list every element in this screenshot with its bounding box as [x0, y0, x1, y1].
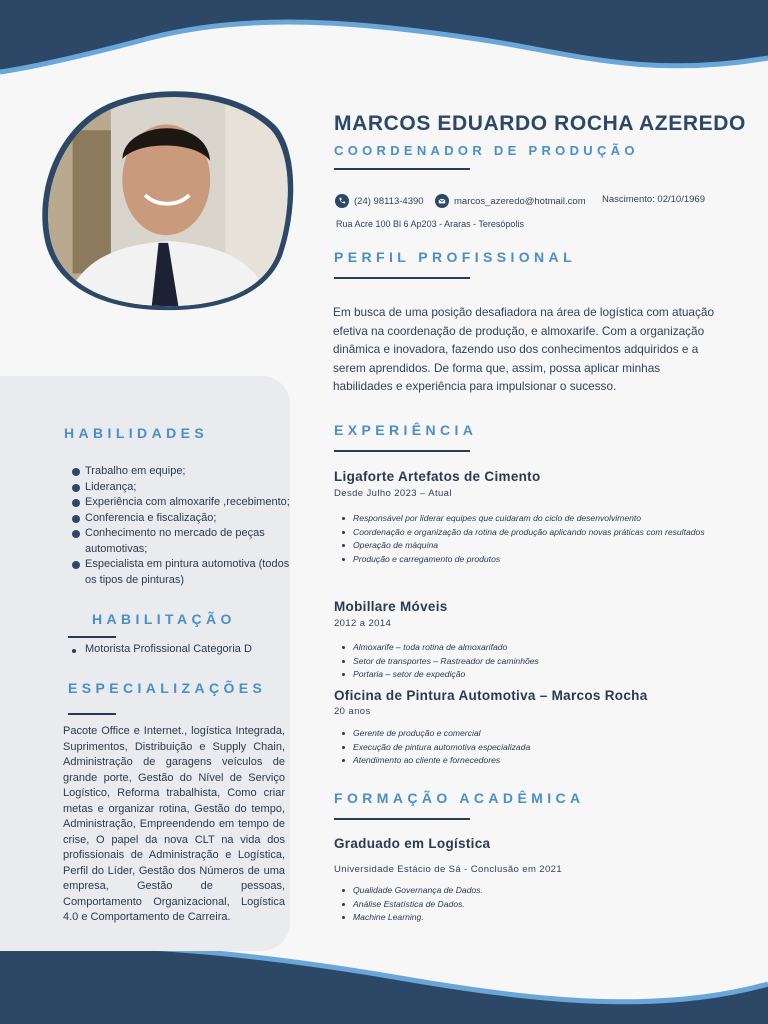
list-item: Almoxarife – toda rotina de almoxarifado — [340, 641, 710, 655]
job-period: 2012 a 2014 — [334, 618, 392, 629]
specializations-text: Pacote Office e Internet., logística Integrada, Suprimentos, Distribuição e Supply Chain, Administração de garagens veículos de grande porte, Gestão do Nível de Serviço Logístico, Reforma trabalhista, Como criar metas e organizar rotina, Gestão do tempo, Administração, Empreendendo em tempo de crise, O papel da nova CLT na vida dos profissionais de Administração e Logística, Perfil do Líder, Gestão dos Números de uma empresa, Gestão de pessoas, Comportamento Organizacional, Logística 4.0 e Comportamento de Carreira. — [63, 725, 285, 923]
experience-section-title: EXPERIÊNCIA — [334, 422, 478, 438]
skills-list — [72, 464, 292, 588]
check-icon — [72, 515, 80, 523]
profile-divider — [334, 277, 470, 279]
job-duties-list — [340, 641, 710, 682]
check-icon — [72, 499, 80, 507]
top-wave-decoration — [0, 0, 768, 100]
profile-section-title: PERFIL PROFISSIONAL — [334, 249, 577, 265]
job-period: 20 anos — [334, 706, 371, 717]
list-item: Especialista em pintura automotiva (todos os tipos de pinturas) — [72, 557, 292, 588]
list-item: Portaria – setor de expedição — [340, 668, 710, 682]
job-company: Oficina de Pintura Automotiva – Marcos Rocha — [334, 688, 648, 703]
list-item: Conhecimento no mercado de peças automotivas; — [72, 526, 292, 557]
list-item: Atendimento ao cliente e fornecedores — [340, 754, 710, 768]
job-period: Desde Julho 2023 – Atual — [334, 488, 452, 499]
name-divider — [334, 168, 470, 170]
check-icon — [72, 530, 80, 538]
list-item: Gerente de produção e comercial — [340, 727, 710, 741]
list-item: Execução de pintura automotiva especializada — [340, 741, 710, 755]
check-icon — [72, 561, 80, 569]
profile-photo — [38, 86, 296, 318]
candidate-role: COORDENADOR DE PRODUÇÃO — [334, 143, 639, 158]
email-icon — [435, 194, 449, 208]
profile-summary: Em busca de uma posição desafiadora na área de logística com atuação efetiva na coordenação de produção, e almoxarife. Com a organização dinâmica e inovadora, fazendo uso dos conhecimentos adquiridos e a serem aprendidos. De forma que, assim, possa aplicar minhas habilidades e experiência para impulsionar o sucesso. — [333, 305, 715, 393]
list-item: Operação de máquina — [340, 539, 710, 553]
list-item: Responsável por liderar equipes que cuidaram do ciclo de desenvolvimento — [340, 512, 710, 526]
specializations-divider — [68, 713, 116, 715]
list-item: Conferencia e fiscalização; — [72, 511, 292, 527]
list-item: Qualidade Governança de Dados. — [340, 884, 710, 898]
list-item: Machine Learning. — [340, 911, 710, 925]
list-item: Experiência com almoxarife ,recebimento; — [72, 495, 292, 511]
job-company: Ligaforte Artefatos de Cimento — [334, 469, 541, 484]
list-item: Setor de transportes – Rastreador de caminhões — [340, 655, 710, 669]
experience-divider — [334, 450, 470, 452]
phone-icon — [335, 194, 349, 208]
specializations-section-title: ESPECIALIZAÇÕES — [68, 680, 267, 696]
contact-address: Rua Acre 100 Bl 6 Ap203 - Araras - Teresópolis — [336, 219, 524, 229]
education-divider — [334, 818, 470, 820]
education-institution: Universidade Estácio de Sá - Conclusão em 2021 — [334, 864, 563, 875]
list-item: Análise Estatística de Dados. — [340, 898, 710, 912]
check-icon — [72, 468, 80, 476]
contact-birthdate: Nascimento: 02/10/1969 — [602, 194, 705, 205]
list-item: Produção e carregamento de produtos — [340, 553, 710, 567]
list-item: Trabalho em equipe; — [72, 464, 292, 480]
education-section-title: FORMAÇÃO ACADÊMICA — [334, 790, 585, 806]
bottom-wave-decoration — [0, 944, 768, 1024]
list-item: Coordenação e organização da rotina de produção aplicando novas práticas com resultados — [340, 526, 710, 540]
education-topics-list — [340, 884, 710, 925]
education-degree: Graduado em Logística — [334, 836, 491, 851]
job-duties-list — [340, 727, 710, 768]
license-divider — [68, 636, 116, 638]
license-section-title: HABILITAÇÃO — [92, 611, 236, 627]
contact-email: marcos_azeredo@hotmail.com — [435, 194, 586, 208]
license-item: Motorista Profissional Categoria D — [72, 643, 252, 655]
candidate-name: MARCOS EDUARDO ROCHA AZEREDO — [334, 112, 746, 135]
list-item: Liderança; — [72, 480, 292, 496]
contact-phone: (24) 98113-4390 — [335, 194, 424, 208]
job-duties-list — [340, 512, 710, 566]
skills-section-title: HABILIDADES — [64, 425, 209, 441]
job-company: Mobillare Móveis — [334, 599, 448, 614]
check-icon — [72, 484, 80, 492]
